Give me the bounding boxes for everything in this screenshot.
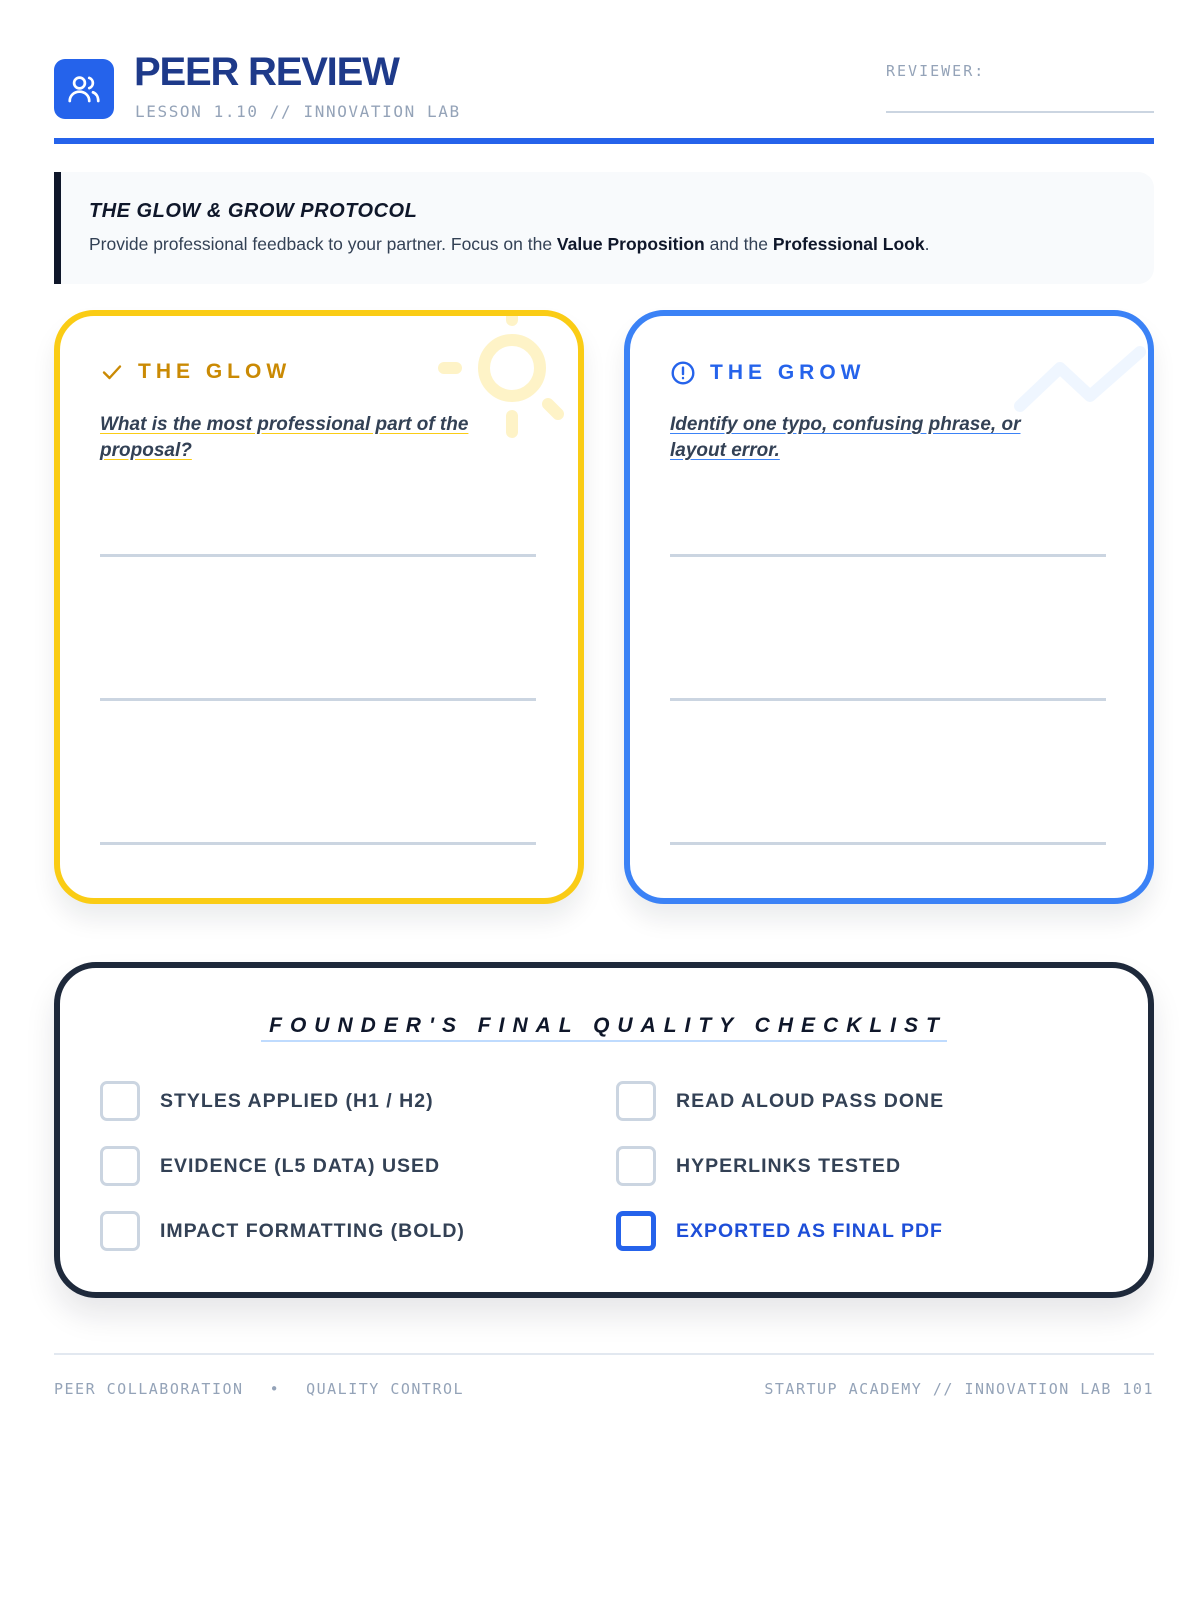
footer-divider <box>54 1353 1154 1355</box>
grow-answer-line-1[interactable] <box>670 554 1106 557</box>
footer-left <box>54 1380 464 1398</box>
footer-separator: • <box>269 1380 281 1398</box>
glow-answer-line-1[interactable] <box>100 554 536 557</box>
header-divider <box>54 138 1154 144</box>
footer-peer-collaboration: PEER COLLABORATION <box>54 1380 244 1398</box>
glow-title: THE GLOW <box>138 360 292 383</box>
users-icon <box>54 59 114 119</box>
checklist-title-wrap <box>60 1014 1148 1042</box>
checklist-item-label: STYLES APPLIED (H1 / H2) <box>160 1089 434 1112</box>
checklist-title: FOUNDER'S FINAL QUALITY CHECKLIST <box>261 1014 947 1042</box>
grow-header <box>670 360 866 386</box>
footer-quality-control: QUALITY CONTROL <box>306 1380 465 1398</box>
grow-card <box>624 310 1154 904</box>
checkbox[interactable] <box>616 1211 656 1251</box>
checkbox[interactable] <box>100 1081 140 1121</box>
checklist-item[interactable] <box>100 1081 434 1121</box>
checklist-item-label: IMPACT FORMATTING (BOLD) <box>160 1219 465 1242</box>
grow-answer-line-2[interactable] <box>670 698 1106 701</box>
grow-answer-line-3[interactable] <box>670 842 1106 845</box>
grow-title: THE GROW <box>710 361 866 384</box>
quality-checklist <box>54 962 1154 1298</box>
checklist-item-highlighted[interactable] <box>616 1211 943 1251</box>
protocol-callout <box>54 172 1154 284</box>
lesson-subtitle: LESSON 1.10 // INNOVATION LAB <box>135 102 461 121</box>
header <box>54 50 1154 144</box>
reviewer-name-field[interactable] <box>886 111 1154 113</box>
checklist-item-label: EVIDENCE (L5 DATA) USED <box>160 1154 441 1177</box>
page-title: PEER REVIEW <box>134 50 399 94</box>
protocol-text-after: . <box>924 234 930 254</box>
glow-prompt: What is the most professional part of the proposal? <box>100 414 469 461</box>
glow-card <box>54 310 584 904</box>
alert-circle-icon <box>670 360 696 386</box>
checklist-item[interactable] <box>616 1081 944 1121</box>
checklist-item[interactable] <box>100 1146 440 1186</box>
grow-prompt: Identify one typo, confusing phrase, or layout error. <box>670 414 1021 461</box>
reviewer-label: REVIEWER: <box>886 62 986 80</box>
checkbox[interactable] <box>616 1081 656 1121</box>
protocol-bold-value-proposition: Value Proposition <box>556 234 705 254</box>
glow-header <box>100 360 291 384</box>
checkbox[interactable] <box>100 1211 140 1251</box>
protocol-title: THE GLOW & GROW PROTOCOL <box>89 200 418 222</box>
checkbox[interactable] <box>616 1146 656 1186</box>
checklist-item-label: HYPERLINKS TESTED <box>676 1154 902 1177</box>
glow-answer-line-3[interactable] <box>100 842 536 845</box>
checklist-item[interactable] <box>100 1211 465 1251</box>
checklist-item-label: READ ALOUD PASS DONE <box>676 1089 945 1112</box>
protocol-bold-professional-look: Professional Look <box>772 234 925 254</box>
footer-course-label: STARTUP ACADEMY // INNOVATION LAB 101 <box>764 1380 1154 1398</box>
checkmark-icon <box>100 360 124 384</box>
glow-answer-line-2[interactable] <box>100 698 536 701</box>
protocol-text-middle: and the <box>704 234 773 254</box>
protocol-text-before: Provide professional feedback to your partner. Focus on the <box>89 234 557 254</box>
worksheet-page <box>54 0 1154 1600</box>
checklist-item[interactable] <box>616 1146 901 1186</box>
checkbox[interactable] <box>100 1146 140 1186</box>
checklist-item-label: EXPORTED AS FINAL PDF <box>676 1219 943 1242</box>
protocol-text <box>89 234 929 255</box>
